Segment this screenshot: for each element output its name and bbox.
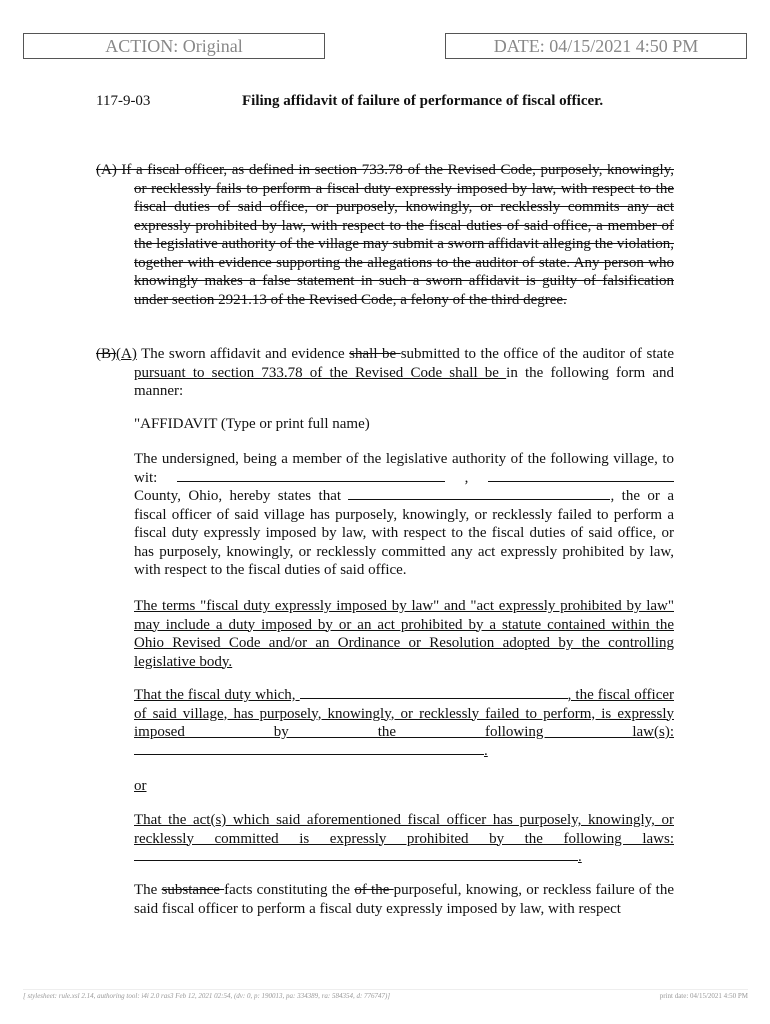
inserted-text: pursuant to section 733.78 of the Revised Code shall be [134,364,507,381]
rule-number: 117-9-03 [96,93,151,109]
facts-text-1: The [134,882,162,898]
affidavit-text-2: , [444,469,489,486]
fiscal-duty-text-3: . [484,742,488,759]
rule-title: Filing affidavit of failure of performance of fiscal officer. [242,93,604,109]
para-b-text-3: in the following form and manner: [134,364,675,399]
affidavit-text-1: The undersigned, being a member of the legislative authority of the following village, to wit: [134,451,674,486]
footer-stylesheet-info: [ stylesheet: rule.xsl 2.14, authoring tool: i4i 2.0 ras3 Feb 12, 2021 02:54, (dv: 0, p: 190013, pa: 334389, ra: 584354, d: 776747)] [23,992,391,1000]
acts-text-1: That the act(s) which said aforementioned fiscal officer has purposely, knowingly, or recklessly committed is expressly prohibited by the following laws: [134,812,674,847]
struck-label: (B) [96,346,116,362]
para-b-text-2: submitted to the office of the auditor of state [400,346,674,362]
footer-divider [23,989,748,990]
para-b-text-1: The sworn affidavit and evidence [136,346,350,362]
village-name-blank [177,469,445,482]
action-header-box: ACTION: Original [23,33,325,59]
prohibited-laws-blank [134,848,578,861]
inserted-text [134,812,674,865]
paragraph-b [96,345,674,401]
fiscal-duty-text-1: That the fiscal duty which, [134,687,300,703]
affidavit-body [134,450,674,580]
struck-text: of the [354,882,394,898]
struck-text: (A) If a fiscal officer, as defined in section 733.78 of the Revised Code, purposely, knowingly, or recklessly fails to perform a fiscal duty expressly imposed by law, with respect to the fiscal duties of said office, or purposely, knowingly, or recklessly commits any act expressly prohibited by law, with respect to the fiscal duties of said office, a member of the legislative authority of the village may submit a sworn affidavit alleging the violation, together with evidence supporting the allegations to the auditor of state. Any person who knowingly makes a false statement in such a sworn affidavit is guilty of falsification under section 2921.13 of the Revised Code, a felony of the third degree. [96,162,674,308]
fiscal-duty-paragraph [134,686,674,760]
acts-paragraph [134,811,674,867]
terms-paragraph [134,597,674,671]
facts-text-2: facts constituting the [224,882,355,898]
new-label: (A) [116,346,137,362]
affidavit-text-3: County, Ohio, hereby states that [134,488,349,504]
paragraph-a-struck [96,161,674,309]
facts-text-3: purposeful, knowing, or reckless failure of the said fiscal officer to perform a fiscal duty expressly imposed by law, with respect [134,882,674,917]
inserted-text: or [134,778,147,794]
officer-name-blank [348,487,610,500]
struck-text: substance [161,882,225,898]
officer-blank [300,686,568,699]
county-blank [488,469,674,482]
or-text [134,777,674,796]
fiscal-duty-text-2: , the fiscal officer of said village, has purposely, knowingly, or recklessly failed to perform, is expressly imposed by the following law(s): [134,687,674,740]
laws-blank [134,742,484,755]
facts-paragraph [134,881,674,918]
affidavit-heading: "AFFIDAVIT (Type or print full name) [134,416,370,432]
acts-text-2: . [578,849,582,865]
footer-print-date: print date: 04/15/2021 4:50 PM [659,992,748,1000]
inserted-text [134,687,674,759]
inserted-text: The terms "fiscal duty expressly imposed by law" and "act expressly prohibited by law" may include a duty imposed by or an act prohibited by a statute contained within the Ohio Revised Code and/or an Ordinance or Resolution adopted by the controlling legislative body. [134,598,674,670]
date-header-box: DATE: 04/15/2021 4:50 PM [445,33,747,59]
affidavit-text-4: , the or a fiscal officer of said village has purposely, knowingly, or recklessly failed to perform a fiscal duty expressly imposed by law, with respect to the fiscal duties of said office, or has purposely, knowingly, or recklessly committed any act expressly prohibited by law, with respect to the fiscal duties of said office. [134,488,675,578]
struck-text: shall be [349,346,401,362]
